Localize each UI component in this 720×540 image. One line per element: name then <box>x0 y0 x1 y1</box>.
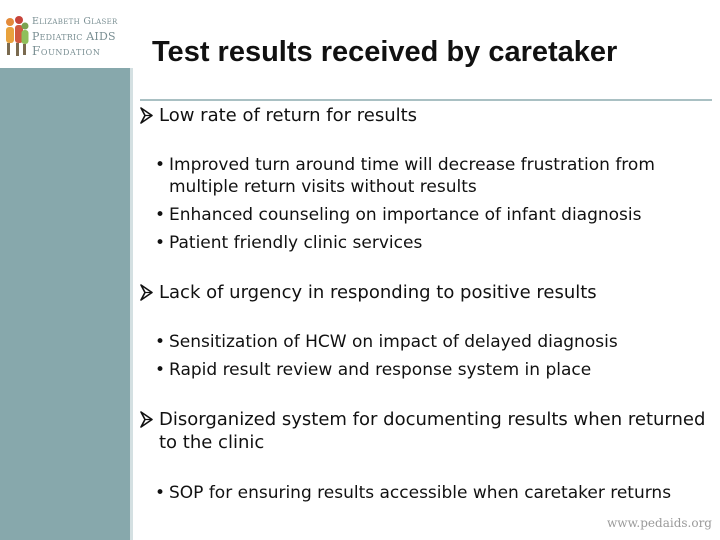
bullet-text: Patient friendly clinic services <box>169 233 423 253</box>
slide-title: Test results received by caretaker <box>152 36 618 68</box>
bullet-dot-icon: • <box>155 233 166 253</box>
logo-wordmark <box>32 14 132 59</box>
section-heading-1 <box>139 104 714 127</box>
section-3-bullet-1 <box>155 482 710 504</box>
section-1-bullet-1 <box>155 154 710 198</box>
section-1-bullet-3 <box>155 232 710 254</box>
arrow-bullet-icon <box>139 281 155 304</box>
section-1-bullet-2 <box>155 204 710 226</box>
bullet-dot-icon: • <box>155 205 166 225</box>
logo-line-1: Elizabeth Glaser <box>32 16 118 27</box>
bullet-dot-icon: • <box>155 360 166 380</box>
section-2-bullet-1 <box>155 331 710 353</box>
sidebar-panel <box>0 68 130 540</box>
section-heading-text: Low rate of return for results <box>159 105 418 126</box>
footer-url: www.pedaids.org <box>607 516 712 530</box>
children-figures-icon <box>4 14 30 60</box>
foundation-logo <box>4 8 130 64</box>
section-2-bullet-2 <box>155 359 710 381</box>
logo-line-3: Foundation <box>32 44 101 58</box>
bullet-text: Improved turn around time will decrease frustration from multiple return visits without results <box>169 155 655 197</box>
bullet-text: SOP for ensuring results accessible when caretaker returns <box>169 483 672 503</box>
bullet-dot-icon: • <box>155 483 166 503</box>
section-heading-text: Lack of urgency in responding to positive results <box>159 282 597 303</box>
bullet-dot-icon: • <box>155 332 166 352</box>
logo-line-2: Pediatric AIDS <box>32 30 116 43</box>
bullet-text: Rapid result review and response system in place <box>169 360 592 380</box>
section-heading-text: Disorganized system for documenting results when returned to the clinic <box>159 409 706 453</box>
arrow-bullet-icon <box>139 408 155 431</box>
slide-content <box>133 0 720 540</box>
section-heading-2 <box>139 281 714 304</box>
bullet-text: Sensitization of HCW on impact of delayed diagnosis <box>169 332 618 352</box>
bullet-dot-icon: • <box>155 155 166 175</box>
section-heading-3 <box>139 408 714 454</box>
arrow-bullet-icon <box>139 104 155 127</box>
bullet-text: Enhanced counseling on importance of infant diagnosis <box>169 205 642 225</box>
